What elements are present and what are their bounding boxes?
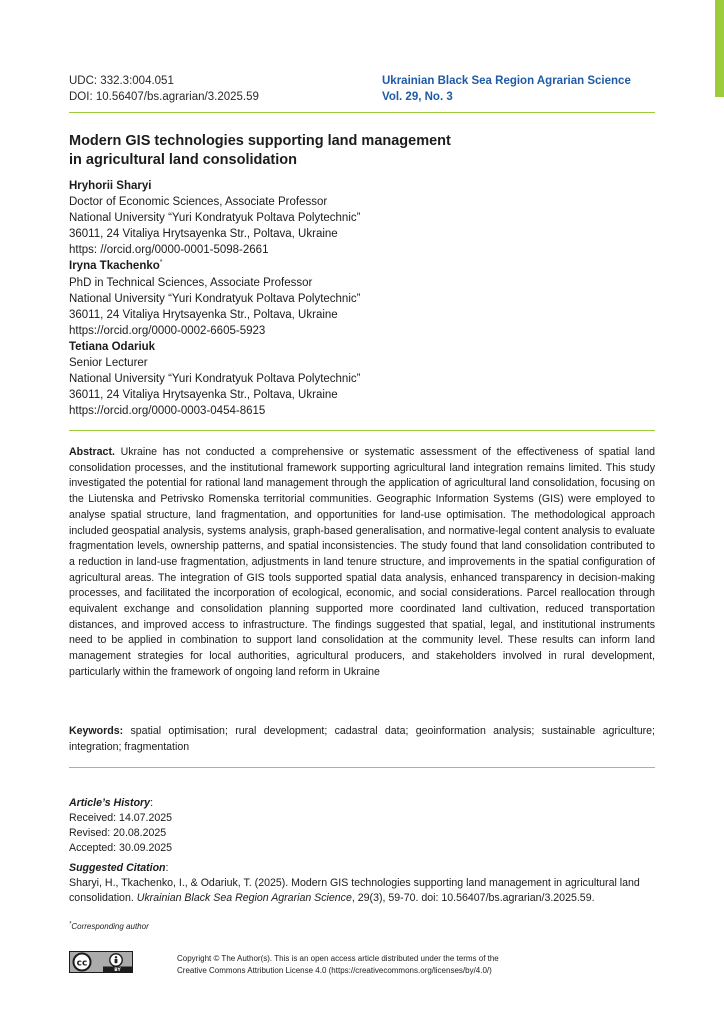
author-block xyxy=(69,258,360,338)
cc-by-license-badge[interactable] xyxy=(69,951,133,973)
keywords-bottom-divider xyxy=(69,767,655,768)
abstract-top-divider xyxy=(69,430,655,431)
author-address: 36011, 24 Vitaliya Hrytsayenka Str., Poltava, Ukraine xyxy=(69,389,338,402)
author-address: 36011, 24 Vitaliya Hrytsayenka Str., Poltava, Ukraine xyxy=(69,308,338,321)
author-name: Iryna Tkachenko* xyxy=(69,259,163,273)
history-revised: Revised: 20.08.2025 xyxy=(69,827,167,839)
keywords xyxy=(69,724,655,755)
header-identifiers xyxy=(69,73,259,105)
history-heading: Article’s History: xyxy=(69,797,154,809)
author-affiliation: National University “Yuri Kondratyuk Poltava Polytechnic” xyxy=(69,292,361,305)
doi[interactable]: DOI: 10.56407/bs.agrarian/3.2025.59 xyxy=(69,91,259,103)
author-name: Tetiana Odariuk xyxy=(69,340,156,353)
abstract-text: Ukraine has not conducted a comprehensive or systematic assessment of the effectiveness of spatial land consolidation processes, and the institutional framework supporting agricultural land integration remains limited. This study investigated the potential for rational land management through the application of agricultural land consolidation, focusing on the Liutenska and Petrivsko Romenska territorial communities. Geographic Information Systems (GIS) were employed to analyse spatial structure, land fragmentation, and opportunities for land-use optimisation. The methodological approach included geospatial analysis, systems analysis, graph-based generalisation, and normative-legal content analysis to evaluate fragmentation levels, ownership patterns, and spatial inconsistencies. The study found that land consolidation contributed to a reduction in land-use fragmentation, adjustments in land tenure structure, and improvements in the spatial configuration of agricultural areas. The integration of GIS tools supported spatial data analysis, enhanced transparency in decision-making processes, and facilitated the incorporation of ecological, economic, and social considerations. Parcel reallocation through equivalent exchange and consolidation planning supported more coordinated land cultivation, reduced transportation distances, and improved access to infrastructure. The findings suggested that spatial, legal, and institutional instruments need to be applied in combination to support land consolidation at the community level. These results can inform land management strategies for local authorities, agricultural producers, and stakeholders involved in rural development, particularly within the framework of ongoing land reform in Ukraine xyxy=(69,446,655,678)
journal-info xyxy=(382,73,631,105)
journal-volume: Vol. 29, No. 3 xyxy=(382,91,453,103)
author-orcid-link[interactable]: https://orcid.org/0000-0003-0454-8615 xyxy=(69,405,266,418)
author-degree: Doctor of Economic Sciences, Associate Professor xyxy=(69,196,328,209)
history-received: Received: 14.07.2025 xyxy=(69,812,173,824)
citation-text: Sharyi, H., Tkachenko, I., & Odariuk, T. (2025). Modern GIS technologies supporting land management in agricultural land consolidation. Ukrainian Black Sea Region Agrarian Science, 29(3), 59-70. doi: 10.56407/bs.agrarian/3.2025.59. xyxy=(69,877,640,904)
cc-by-logo xyxy=(70,952,132,972)
corresponding-mark: * xyxy=(159,259,163,267)
author-address: 36011, 24 Vitaliya Hrytsayenka Str., Poltava, Ukraine xyxy=(69,228,338,241)
article-history xyxy=(69,796,172,856)
journal-name: Ukrainian Black Sea Region Agrarian Science xyxy=(382,75,631,87)
citation-heading: Suggested Citation: xyxy=(69,862,169,874)
article-title xyxy=(69,132,629,170)
author-block xyxy=(69,339,360,419)
abstract xyxy=(69,445,655,681)
copyright-line-2: Creative Commons Attribution License 4.0 (https://creativecommons.org/licenses/by/4.0/) xyxy=(177,965,492,975)
suggested-citation xyxy=(69,861,655,906)
title-line-1: Modern GIS technologies supporting land management xyxy=(69,133,451,149)
cc-icon-text: cc xyxy=(76,958,88,969)
keywords-label: Keywords: xyxy=(69,725,124,737)
author-degree: Senior Lecturer xyxy=(69,357,148,370)
author-block xyxy=(69,178,360,258)
corresponding-author-note: *Corresponding author xyxy=(69,921,149,931)
by-label: BY xyxy=(114,968,121,972)
copyright-line-1: Copyright © The Author(s). This is an open access article distributed under the terms of the xyxy=(177,954,499,963)
title-line-2: in agricultural land consolidation xyxy=(69,152,297,168)
author-degree: PhD in Technical Sciences, Associate Professor xyxy=(69,276,313,289)
author-list xyxy=(69,178,360,419)
header-divider xyxy=(69,112,655,113)
author-affiliation: National University “Yuri Kondratyuk Poltava Polytechnic” xyxy=(69,373,361,386)
green-edge-tab xyxy=(715,0,724,97)
copyright-notice xyxy=(177,953,499,976)
author-orcid-link[interactable]: https: //orcid.org/0000-0001-5098-2661 xyxy=(69,244,269,257)
author-affiliation: National University “Yuri Kondratyuk Poltava Polytechnic” xyxy=(69,212,361,225)
keywords-text: spatial optimisation; rural development; cadastral data; geoinformation analysis; sustainable agriculture; integration; fragmentation xyxy=(69,725,655,753)
history-accepted: Accepted: 30.09.2025 xyxy=(69,842,173,854)
author-orcid-link[interactable]: https://orcid.org/0000-0002-6605-5923 xyxy=(69,324,266,337)
author-name: Hryhorii Sharyi xyxy=(69,180,152,192)
udc-code: UDC: 332.3:004.051 xyxy=(69,75,174,87)
abstract-label: Abstract. xyxy=(69,446,115,458)
